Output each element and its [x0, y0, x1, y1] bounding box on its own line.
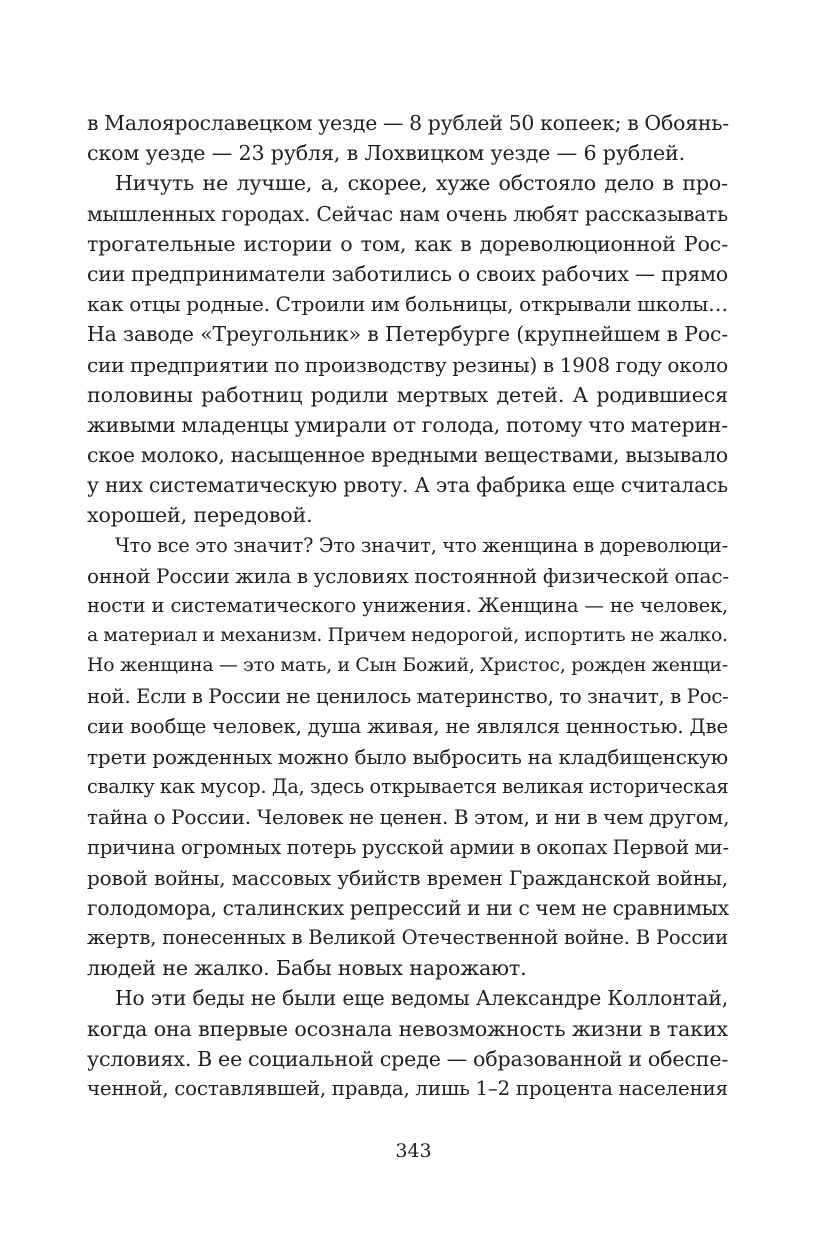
- text-line: Но эти беды не были еще ведомы Александре Коллонтай,: [115, 986, 728, 1011]
- text-line: людей не жалко. Бабы новых нарожают.: [87, 956, 527, 981]
- text-line: у них систематическую рвоту. А эта фабрика еще считалась: [87, 473, 728, 498]
- text-line: Ничуть не лучше, а, скорее, хуже обстояло дело в про-: [115, 171, 728, 196]
- text-line: тайна о России. Человек не ценен. В этом, и ни в чем другом,: [87, 805, 730, 830]
- text-line: ровой войны, массовых убийств времен Гражданской войны,: [87, 865, 728, 890]
- text-line: ском уезде — 23 рубля, в Лохвицком уезде — 6 рублей.: [87, 141, 685, 166]
- text-line: сии вообще человек, душа живая, не являлся ценностью. Две: [87, 714, 728, 738]
- text-line: причина огромных потерь русской армии в окопах Первой ми-: [87, 835, 729, 859]
- text-line: На заводе «Треугольник» в Петербурге (крупнейшем в Рос-: [87, 322, 728, 347]
- text-line: когда она впервые осознала невозможность жизни в таких: [87, 1016, 728, 1041]
- text-line: трети рожденных можно было выбросить на кладбищенскую: [87, 744, 728, 769]
- text-line: ной. Если в России не ценилось материнство, то значит, в Рос-: [87, 684, 729, 708]
- body-text: [87, 108, 728, 1104]
- text-line: жертв, понесенных в Великой Отечественной войне. В России: [87, 926, 728, 950]
- text-line: в Малоярославецком уезде — 8 рублей 50 копеек; в Обоянь-: [87, 111, 730, 135]
- text-line: сии предприятии по производству резины) в 1908 году около: [87, 352, 728, 377]
- text-line: онной России жила в условиях постоянной физической опас-: [87, 563, 729, 588]
- text-line: хорошей, передовой.: [87, 503, 313, 528]
- text-line: трогательные истории о том, как в дореволюционной Рос-: [87, 231, 728, 256]
- page-number: 343: [395, 1140, 432, 1162]
- text-line: а материал и механизм. Причем недорогой, испортить не жалко.: [87, 625, 728, 647]
- text-line: условиях. В ее социальной среде — образованной и обеспе-: [87, 1046, 729, 1071]
- text-line: как отцы родные. Строили им больницы, открывали школы…: [87, 292, 728, 317]
- text-line: ское молоко, насыщенное вредными веществами, вызывало: [87, 443, 728, 468]
- text-line: ности и систематического унижения. Женщина — не человек,: [87, 594, 728, 617]
- text-line: ченной, составлявшей, правда, лишь 1–2 процента населения: [87, 1077, 728, 1100]
- text-line: мышленных городах. Сейчас нам очень любят рассказывать: [87, 201, 728, 226]
- text-line: Но женщина — это мать, и Сын Божий, Христос, рожден женщи-: [87, 655, 728, 677]
- text-line: свалку как мусор. Да, здесь открывается великая историческая: [87, 775, 729, 799]
- text-line: Что все это значит? Это значит, что женщина в дореволюци-: [115, 533, 728, 557]
- text-line: сии предприниматели заботились о своих рабочих — прямо: [87, 261, 728, 286]
- text-line: голодомора, сталинских репрессий и ни с чем не сравнимых: [87, 895, 729, 920]
- text-line: живыми младенцы умирали от голода, потому что материн-: [87, 412, 728, 437]
- text-line: половины работниц родили мертвых детей. А родившиеся: [87, 382, 728, 407]
